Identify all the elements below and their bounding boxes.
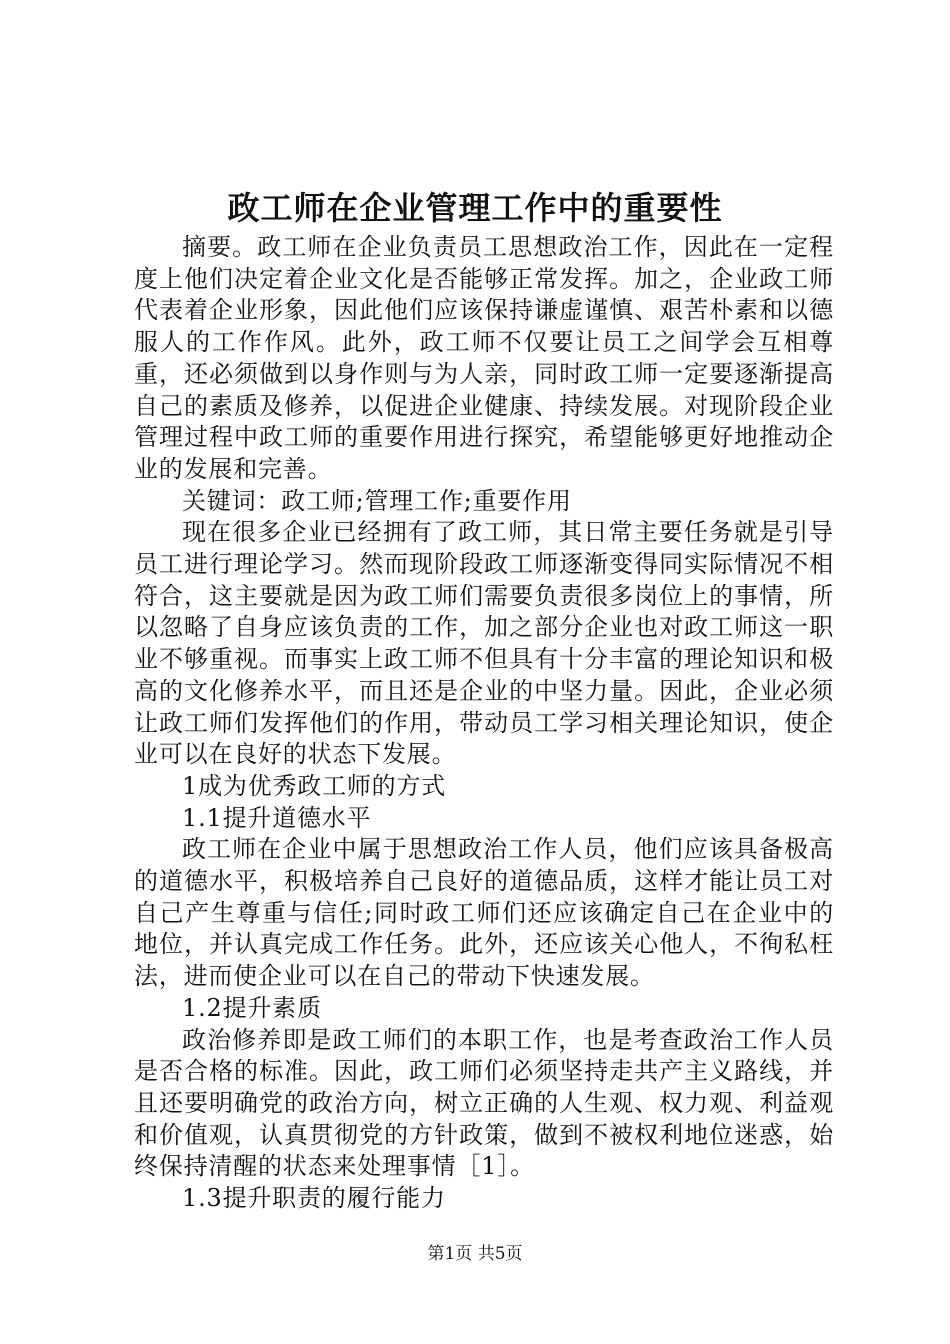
page-footer: 第1页 共5页 (427, 1244, 523, 1264)
keywords-line: 关键词：政工师;管理工作;重要作用 (182, 486, 572, 515)
subsection-heading-1-1: 1.1提升道德水平 (182, 803, 372, 832)
document-title: 政工师在企业管理工作中的重要性 (227, 189, 723, 227)
paragraph-1-1: 政工师在企业中属于思想政治工作人员，他们应该具备极高的道德水平，积极培养自己良好的道德品质，这样才能让员工对自己产生尊重与信任;同时政工师们还应该确定自己在企业中的地位，并认真完成工作任务。此外，还应该关心他人，不徇私枉法，进而使企业可以在自己的带动下快速发展。 (134, 835, 834, 991)
paragraph-1-2: 政治修养即是政工师们的本职工作，也是考查政治工作人员是否合格的标准。因此，政工师们必须坚持走共产主义路线，并且还要明确党的政治方向，树立正确的人生观、权力观、利益观和价值观，认真贯彻党的方针政策，做到不被权利地位迷惑，始终保持清醒的状态来处理事情［1］。 (134, 1025, 834, 1181)
subsection-heading-1-3: 1.3提升职责的履行能力 (182, 1184, 446, 1213)
subsection-heading-1-2: 1.2提升素质 (182, 993, 322, 1022)
abstract-paragraph: 摘要。政工师在企业负责员工思想政治工作，因此在一定程度上他们决定着企业文化是否能够正常发挥。加之，企业政工师代表着企业形象，因此他们应该保持谦虚谨慎、艰苦朴素和以德服人的工作作风。此外，政工师不仅要让员工之间学会互相尊重，还必须做到以身作则与为人亲，同时政工师一定要逐渐提高自己的素质及修养，以促进企业健康、持续发展。对现阶段企业管理过程中政工师的重要作用进行探究，希望能够更好地推动企业的发展和完善。 (134, 233, 834, 483)
document-body (134, 232, 834, 1215)
intro-paragraph: 现在很多企业已经拥有了政工师，其日常主要任务就是引导员工进行理论学习。然而现阶段政工师逐渐变得同实际情况不相符合，这主要就是因为政工师们需要负责很多岗位上的事情，所以忽略了自身应该负责的工作，加之部分企业也对政工师这一职业不够重视。而事实上政工师不但具有十分丰富的理论知识和极高的文化修养水平，而且还是企业的中坚力量。因此，企业必须让政工师们发挥他们的作用，带动员工学习相关理论知识，使企业可以在良好的状态下发展。 (134, 518, 834, 769)
section-heading-1: 1成为优秀政工师的方式 (182, 771, 447, 800)
